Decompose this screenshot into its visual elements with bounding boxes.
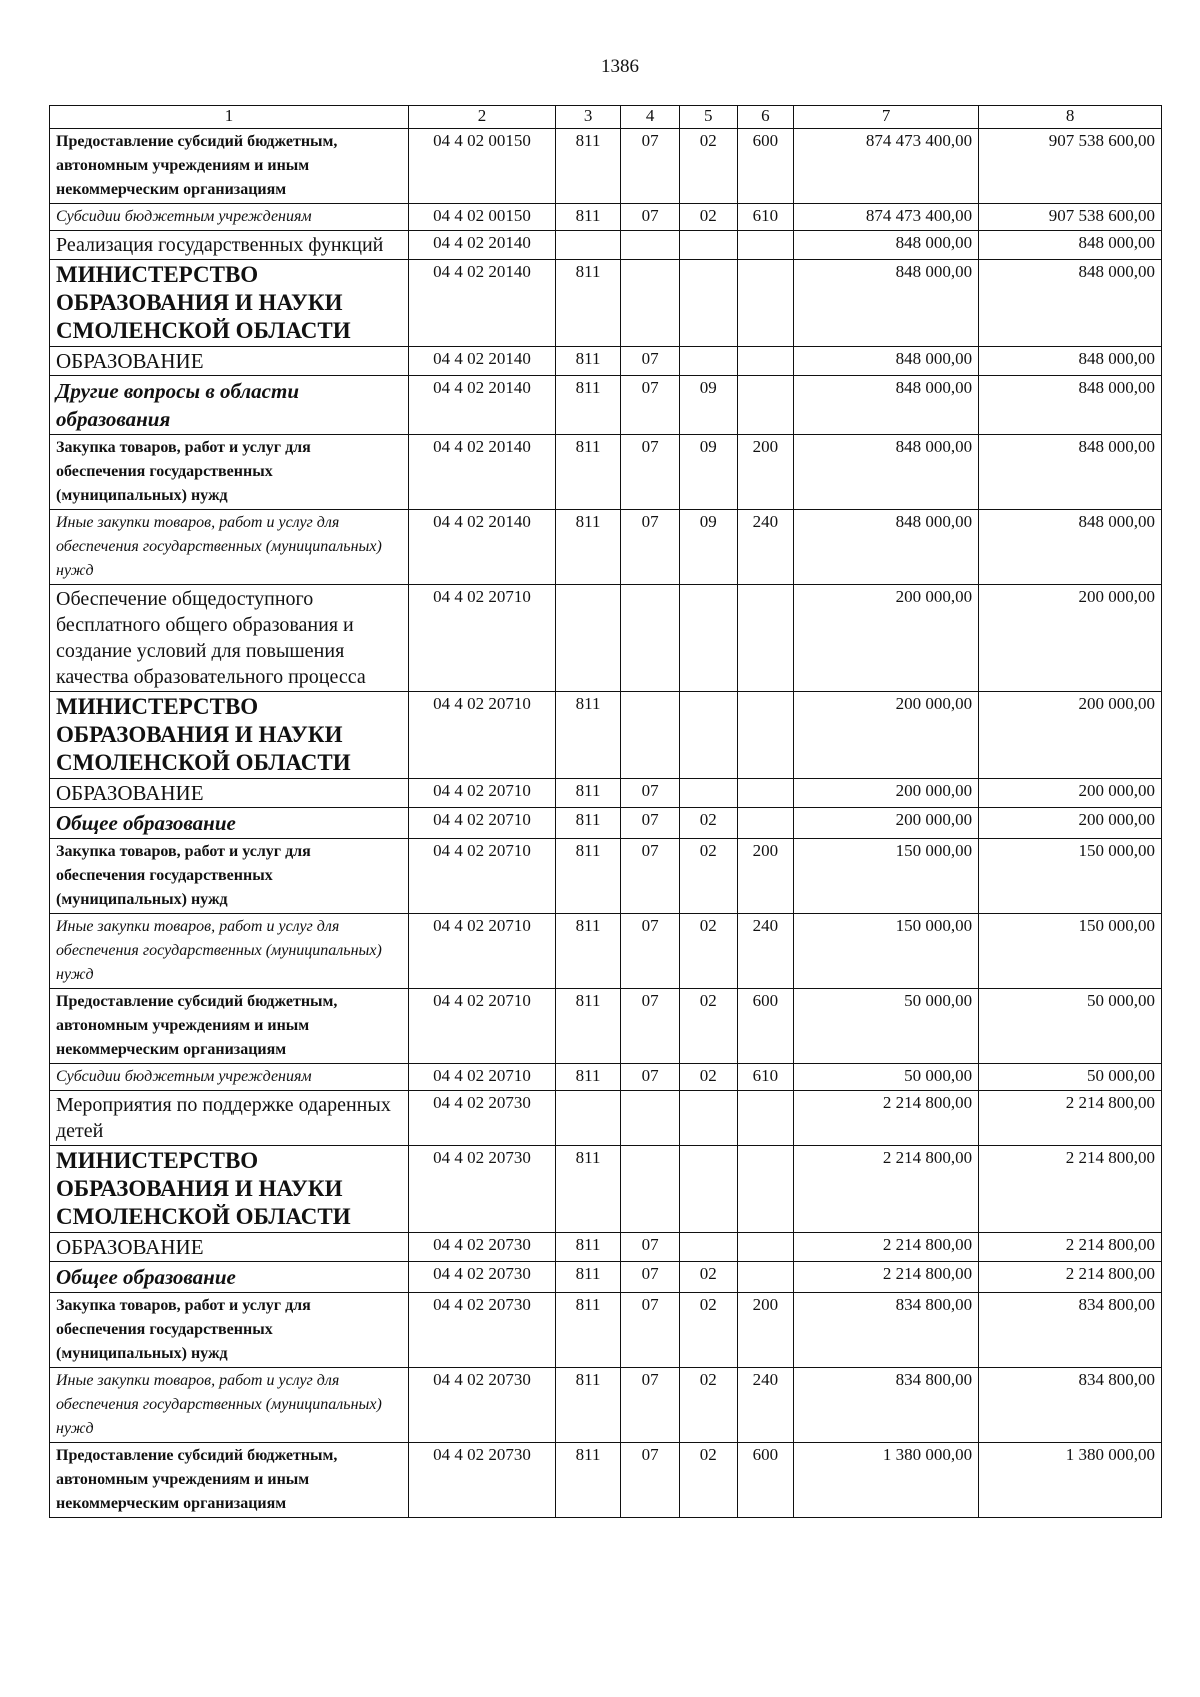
row-name-cell: Закупка товаров, работ и услуг для обеспечения государственных (муниципальных) нужд <box>50 839 409 914</box>
expense-type-cell <box>737 1146 794 1233</box>
row-name-cell: Предоставление субсидий бюджетным, автономным учреждениям и иным некоммерческим организациям <box>50 1443 409 1518</box>
amount-year2-cell: 1 380 000,00 <box>979 1443 1162 1518</box>
amount-year2-cell: 848 000,00 <box>979 347 1162 376</box>
target-code-cell: 04 4 02 20710 <box>409 989 556 1064</box>
ministry-code-cell: 811 <box>555 692 620 779</box>
amount-year1-cell: 848 000,00 <box>794 260 979 347</box>
section-code-cell <box>621 1146 680 1233</box>
subsection-code-cell: 02 <box>679 989 737 1064</box>
section-code-cell <box>621 1091 680 1146</box>
column-header: 8 <box>979 106 1162 129</box>
amount-year1-cell: 50 000,00 <box>794 989 979 1064</box>
target-code-cell: 04 4 02 20710 <box>409 914 556 989</box>
table-row <box>50 989 1162 1064</box>
subsection-code-cell: 02 <box>679 839 737 914</box>
ministry-code-cell: 811 <box>555 435 620 510</box>
amount-year2-cell: 2 214 800,00 <box>979 1262 1162 1293</box>
subsection-code-cell: 02 <box>679 1443 737 1518</box>
section-code-cell <box>621 231 680 260</box>
amount-year2-cell: 200 000,00 <box>979 585 1162 692</box>
amount-year2-cell: 834 800,00 <box>979 1293 1162 1368</box>
column-header: 3 <box>555 106 620 129</box>
amount-year2-cell: 848 000,00 <box>979 376 1162 435</box>
table-row <box>50 1368 1162 1443</box>
table-row <box>50 692 1162 779</box>
subsection-code-cell: 02 <box>679 808 737 839</box>
expense-type-cell <box>737 1233 794 1262</box>
ministry-code-cell: 811 <box>555 914 620 989</box>
expense-type-cell: 200 <box>737 1293 794 1368</box>
ministry-code-cell: 811 <box>555 1146 620 1233</box>
expense-type-cell: 240 <box>737 914 794 989</box>
ministry-code-cell: 811 <box>555 347 620 376</box>
column-header: 5 <box>679 106 737 129</box>
amount-year1-cell: 200 000,00 <box>794 779 979 808</box>
table-body <box>50 129 1162 1518</box>
target-code-cell: 04 4 02 20730 <box>409 1443 556 1518</box>
expense-type-cell: 600 <box>737 989 794 1064</box>
amount-year2-cell: 150 000,00 <box>979 914 1162 989</box>
table-row <box>50 435 1162 510</box>
expense-type-cell <box>737 585 794 692</box>
section-code-cell: 07 <box>621 1064 680 1091</box>
expense-type-cell: 240 <box>737 1368 794 1443</box>
expense-type-cell <box>737 347 794 376</box>
amount-year2-cell: 907 538 600,00 <box>979 129 1162 204</box>
amount-year1-cell: 2 214 800,00 <box>794 1146 979 1233</box>
row-name-cell: МИНИСТЕРСТВО ОБРАЗОВАНИЯ И НАУКИ СМОЛЕНСКОЙ ОБЛАСТИ <box>50 1146 409 1233</box>
section-code-cell: 07 <box>621 808 680 839</box>
subsection-code-cell: 02 <box>679 1064 737 1091</box>
amount-year1-cell: 848 000,00 <box>794 510 979 585</box>
amount-year2-cell: 848 000,00 <box>979 510 1162 585</box>
table-row <box>50 585 1162 692</box>
table-row <box>50 1146 1162 1233</box>
ministry-code-cell: 811 <box>555 1443 620 1518</box>
expense-type-cell <box>737 692 794 779</box>
table-row <box>50 376 1162 435</box>
column-header: 1 <box>50 106 409 129</box>
expense-type-cell <box>737 779 794 808</box>
row-name-cell: Другие вопросы в области образования <box>50 376 409 435</box>
subsection-code-cell: 09 <box>679 376 737 435</box>
expense-type-cell <box>737 231 794 260</box>
row-name-cell: Субсидии бюджетным учреждениям <box>50 204 409 231</box>
subsection-code-cell: 02 <box>679 1368 737 1443</box>
target-code-cell: 04 4 02 00150 <box>409 204 556 231</box>
section-code-cell: 07 <box>621 129 680 204</box>
subsection-code-cell: 09 <box>679 510 737 585</box>
subsection-code-cell: 02 <box>679 129 737 204</box>
subsection-code-cell <box>679 779 737 808</box>
ministry-code-cell: 811 <box>555 1262 620 1293</box>
table-row <box>50 231 1162 260</box>
amount-year2-cell: 848 000,00 <box>979 435 1162 510</box>
subsection-code-cell <box>679 692 737 779</box>
subsection-code-cell <box>679 231 737 260</box>
table-row <box>50 129 1162 204</box>
section-code-cell: 07 <box>621 510 680 585</box>
table-row <box>50 808 1162 839</box>
amount-year2-cell: 50 000,00 <box>979 1064 1162 1091</box>
section-code-cell: 07 <box>621 839 680 914</box>
section-code-cell: 07 <box>621 1368 680 1443</box>
row-name-cell: Закупка товаров, работ и услуг для обеспечения государственных (муниципальных) нужд <box>50 435 409 510</box>
ministry-code-cell: 811 <box>555 1233 620 1262</box>
target-code-cell: 04 4 02 20140 <box>409 347 556 376</box>
row-name-cell: Закупка товаров, работ и услуг для обеспечения государственных (муниципальных) нужд <box>50 1293 409 1368</box>
amount-year2-cell: 200 000,00 <box>979 692 1162 779</box>
subsection-code-cell: 02 <box>679 914 737 989</box>
subsection-code-cell <box>679 260 737 347</box>
ministry-code-cell: 811 <box>555 1293 620 1368</box>
amount-year1-cell: 848 000,00 <box>794 347 979 376</box>
amount-year1-cell: 874 473 400,00 <box>794 129 979 204</box>
ministry-code-cell: 811 <box>555 1064 620 1091</box>
target-code-cell: 04 4 02 20730 <box>409 1368 556 1443</box>
row-name-cell: Обеспечение общедоступного бесплатного общего образования и создание условий для повышения качества образовательного процесса <box>50 585 409 692</box>
table-row <box>50 510 1162 585</box>
expense-type-cell: 600 <box>737 1443 794 1518</box>
target-code-cell: 04 4 02 20730 <box>409 1262 556 1293</box>
amount-year1-cell: 848 000,00 <box>794 231 979 260</box>
subsection-code-cell <box>679 585 737 692</box>
amount-year2-cell: 907 538 600,00 <box>979 204 1162 231</box>
target-code-cell: 04 4 02 20140 <box>409 376 556 435</box>
section-code-cell: 07 <box>621 1233 680 1262</box>
target-code-cell: 04 4 02 20730 <box>409 1293 556 1368</box>
expense-type-cell: 200 <box>737 839 794 914</box>
subsection-code-cell: 02 <box>679 204 737 231</box>
target-code-cell: 04 4 02 20710 <box>409 1064 556 1091</box>
expense-type-cell: 600 <box>737 129 794 204</box>
expense-type-cell: 610 <box>737 204 794 231</box>
section-code-cell: 07 <box>621 1262 680 1293</box>
amount-year1-cell: 834 800,00 <box>794 1368 979 1443</box>
target-code-cell: 04 4 02 20730 <box>409 1233 556 1262</box>
amount-year2-cell: 50 000,00 <box>979 989 1162 1064</box>
column-header: 4 <box>621 106 680 129</box>
row-name-cell: Предоставление субсидий бюджетным, автономным учреждениям и иным некоммерческим организациям <box>50 129 409 204</box>
row-name-cell: ОБРАЗОВАНИЕ <box>50 1233 409 1262</box>
amount-year1-cell: 2 214 800,00 <box>794 1262 979 1293</box>
subsection-code-cell <box>679 1091 737 1146</box>
target-code-cell: 04 4 02 20710 <box>409 692 556 779</box>
ministry-code-cell: 811 <box>555 779 620 808</box>
row-name-cell: МИНИСТЕРСТВО ОБРАЗОВАНИЯ И НАУКИ СМОЛЕНСКОЙ ОБЛАСТИ <box>50 692 409 779</box>
table-row <box>50 839 1162 914</box>
ministry-code-cell: 811 <box>555 808 620 839</box>
section-code-cell <box>621 260 680 347</box>
target-code-cell: 04 4 02 20140 <box>409 435 556 510</box>
row-name-cell: Общее образование <box>50 1262 409 1293</box>
row-name-cell: Реализация государственных функций <box>50 231 409 260</box>
amount-year1-cell: 150 000,00 <box>794 914 979 989</box>
subsection-code-cell: 02 <box>679 1262 737 1293</box>
table-row <box>50 1443 1162 1518</box>
column-header: 7 <box>794 106 979 129</box>
expense-type-cell <box>737 1091 794 1146</box>
row-name-cell: Общее образование <box>50 808 409 839</box>
expense-type-cell <box>737 260 794 347</box>
table-row <box>50 1293 1162 1368</box>
amount-year1-cell: 2 214 800,00 <box>794 1233 979 1262</box>
table-row <box>50 1233 1162 1262</box>
subsection-code-cell <box>679 347 737 376</box>
amount-year2-cell: 848 000,00 <box>979 231 1162 260</box>
amount-year1-cell: 200 000,00 <box>794 692 979 779</box>
row-name-cell: Иные закупки товаров, работ и услуг для обеспечения государственных (муниципальных) нужд <box>50 1368 409 1443</box>
target-code-cell: 04 4 02 20730 <box>409 1091 556 1146</box>
row-name-cell: Мероприятия по поддержке одаренных детей <box>50 1091 409 1146</box>
section-code-cell <box>621 585 680 692</box>
row-name-cell: Субсидии бюджетным учреждениям <box>50 1064 409 1091</box>
ministry-code-cell: 811 <box>555 839 620 914</box>
row-name-cell: МИНИСТЕРСТВО ОБРАЗОВАНИЯ И НАУКИ СМОЛЕНСКОЙ ОБЛАСТИ <box>50 260 409 347</box>
table-row <box>50 1262 1162 1293</box>
row-name-cell: ОБРАЗОВАНИЕ <box>50 347 409 376</box>
table-row <box>50 347 1162 376</box>
target-code-cell: 04 4 02 20710 <box>409 808 556 839</box>
section-code-cell: 07 <box>621 376 680 435</box>
section-code-cell: 07 <box>621 1293 680 1368</box>
amount-year1-cell: 200 000,00 <box>794 808 979 839</box>
column-header: 2 <box>409 106 556 129</box>
subsection-code-cell <box>679 1146 737 1233</box>
ministry-code-cell: 811 <box>555 204 620 231</box>
ministry-code-cell: 811 <box>555 510 620 585</box>
amount-year1-cell: 2 214 800,00 <box>794 1091 979 1146</box>
target-code-cell: 04 4 02 00150 <box>409 129 556 204</box>
target-code-cell: 04 4 02 20140 <box>409 510 556 585</box>
amount-year2-cell: 200 000,00 <box>979 808 1162 839</box>
table-row <box>50 1064 1162 1091</box>
amount-year1-cell: 848 000,00 <box>794 435 979 510</box>
amount-year1-cell: 848 000,00 <box>794 376 979 435</box>
amount-year1-cell: 150 000,00 <box>794 839 979 914</box>
budget-table <box>49 105 1162 1518</box>
ministry-code-cell: 811 <box>555 260 620 347</box>
row-name-cell: Иные закупки товаров, работ и услуг для обеспечения государственных (муниципальных) нужд <box>50 510 409 585</box>
section-code-cell: 07 <box>621 989 680 1064</box>
subsection-code-cell: 02 <box>679 1293 737 1368</box>
ministry-code-cell: 811 <box>555 1368 620 1443</box>
amount-year2-cell: 848 000,00 <box>979 260 1162 347</box>
column-header: 6 <box>737 106 794 129</box>
amount-year1-cell: 200 000,00 <box>794 585 979 692</box>
amount-year1-cell: 874 473 400,00 <box>794 204 979 231</box>
row-name-cell: Иные закупки товаров, работ и услуг для обеспечения государственных (муниципальных) нужд <box>50 914 409 989</box>
target-code-cell: 04 4 02 20710 <box>409 585 556 692</box>
amount-year1-cell: 834 800,00 <box>794 1293 979 1368</box>
table-header-row <box>50 106 1162 129</box>
table-row <box>50 204 1162 231</box>
amount-year2-cell: 150 000,00 <box>979 839 1162 914</box>
section-code-cell: 07 <box>621 347 680 376</box>
row-name-cell: ОБРАЗОВАНИЕ <box>50 779 409 808</box>
amount-year2-cell: 200 000,00 <box>979 779 1162 808</box>
amount-year1-cell: 50 000,00 <box>794 1064 979 1091</box>
expense-type-cell: 240 <box>737 510 794 585</box>
expense-type-cell <box>737 808 794 839</box>
section-code-cell: 07 <box>621 435 680 510</box>
target-code-cell: 04 4 02 20140 <box>409 231 556 260</box>
target-code-cell: 04 4 02 20140 <box>409 260 556 347</box>
amount-year2-cell: 2 214 800,00 <box>979 1091 1162 1146</box>
ministry-code-cell: 811 <box>555 989 620 1064</box>
table-row <box>50 260 1162 347</box>
subsection-code-cell <box>679 1233 737 1262</box>
section-code-cell <box>621 692 680 779</box>
section-code-cell: 07 <box>621 779 680 808</box>
expense-type-cell <box>737 1262 794 1293</box>
section-code-cell: 07 <box>621 204 680 231</box>
table-row <box>50 779 1162 808</box>
expense-type-cell <box>737 376 794 435</box>
expense-type-cell: 200 <box>737 435 794 510</box>
ministry-code-cell: 811 <box>555 129 620 204</box>
page-number: 1386 <box>601 56 639 77</box>
amount-year2-cell: 834 800,00 <box>979 1368 1162 1443</box>
table-row <box>50 1091 1162 1146</box>
row-name-cell: Предоставление субсидий бюджетным, автономным учреждениям и иным некоммерческим организациям <box>50 989 409 1064</box>
expense-type-cell: 610 <box>737 1064 794 1091</box>
ministry-code-cell <box>555 585 620 692</box>
ministry-code-cell <box>555 1091 620 1146</box>
target-code-cell: 04 4 02 20710 <box>409 779 556 808</box>
ministry-code-cell <box>555 231 620 260</box>
amount-year2-cell: 2 214 800,00 <box>979 1233 1162 1262</box>
amount-year1-cell: 1 380 000,00 <box>794 1443 979 1518</box>
table-row <box>50 914 1162 989</box>
target-code-cell: 04 4 02 20730 <box>409 1146 556 1233</box>
amount-year2-cell: 2 214 800,00 <box>979 1146 1162 1233</box>
target-code-cell: 04 4 02 20710 <box>409 839 556 914</box>
section-code-cell: 07 <box>621 1443 680 1518</box>
section-code-cell: 07 <box>621 914 680 989</box>
ministry-code-cell: 811 <box>555 376 620 435</box>
subsection-code-cell: 09 <box>679 435 737 510</box>
